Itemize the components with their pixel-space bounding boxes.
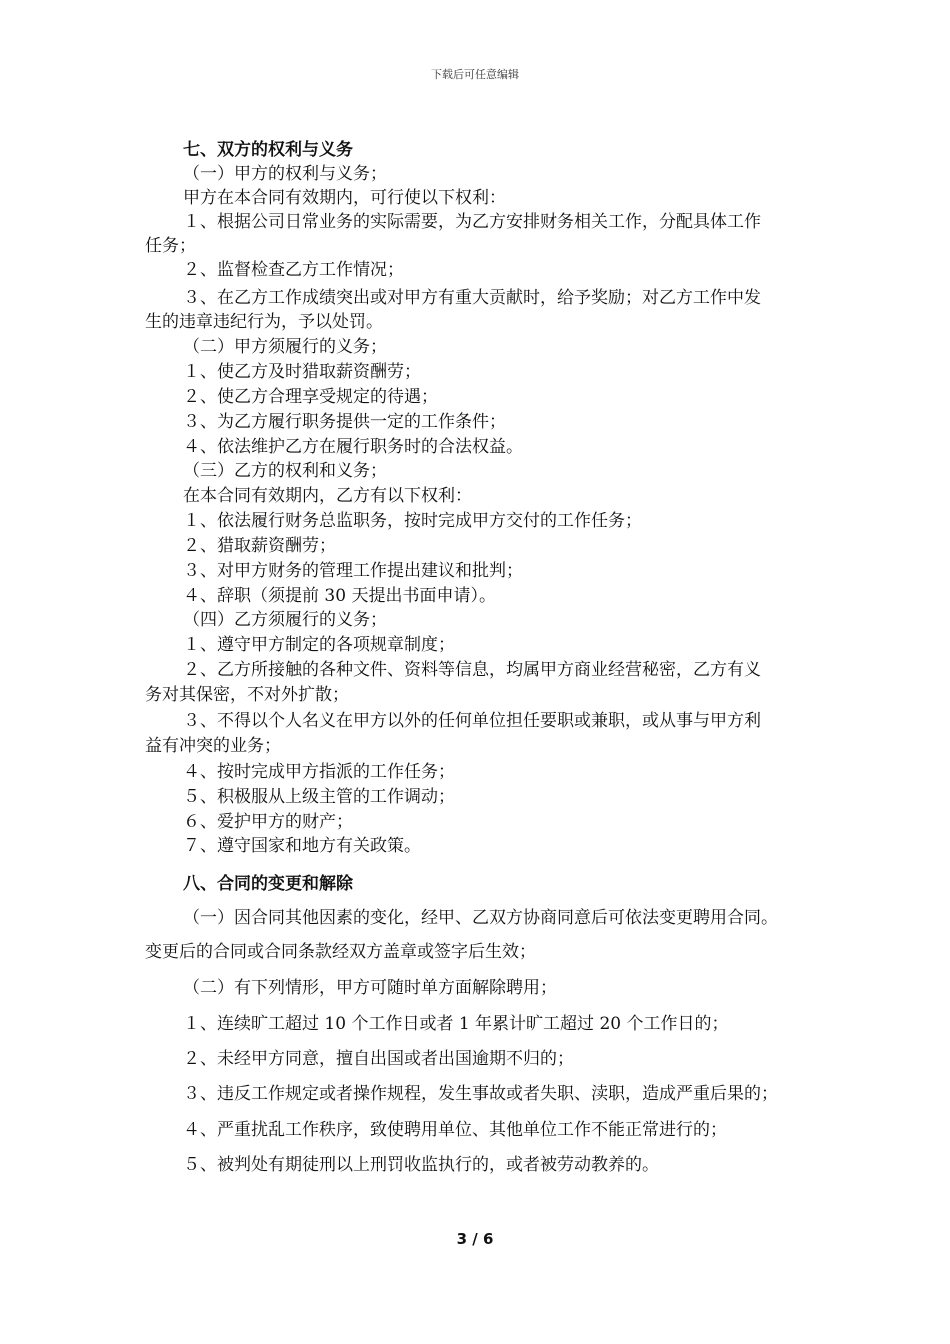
list-item: １、连续旷工超过 10 个工作日或者 1 年累计旷工超过 20 个工作日的；: [183, 1014, 729, 1034]
section-7-title: 七、双方的权利与义务: [183, 140, 353, 160]
list-item: １、根据公司日常业务的实际需要，为乙方安排财务相关工作，分配具体工作: [183, 212, 761, 232]
list-item-continuation: 生的违章违纪行为，予以处罚。: [145, 312, 383, 332]
page-number: 3 / 6: [456, 1230, 494, 1248]
list-item: ４、按时完成甲方指派的工作任务；: [183, 762, 455, 782]
list-item: ４、依法维护乙方在履行职务时的合法权益。: [183, 437, 523, 457]
page-header: 下载后可任意编辑: [431, 68, 519, 81]
list-item-continuation: 益有冲突的业务；: [145, 736, 281, 756]
list-item: １、使乙方及时猎取薪资酬劳；: [183, 362, 421, 382]
list-item: ６、爱护甲方的财产；: [183, 812, 353, 832]
paragraph-continuation: 变更后的合同或合同条款经双方盖章或签字后生效；: [145, 942, 536, 962]
list-item: １、遵守甲方制定的各项规章制度；: [183, 635, 455, 655]
list-item: ２、乙方所接触的各种文件、资料等信息，均属甲方商业经营秘密，乙方有义: [183, 660, 761, 680]
list-item: ３、违反工作规定或者操作规程，发生事故或者失职、渎职，造成严重后果的；: [183, 1084, 778, 1104]
section-8-title: 八、合同的变更和解除: [183, 874, 353, 894]
list-item: ４、辞职（须提前 30 天提出书面申请）。: [183, 586, 496, 606]
list-item: ５、被判处有期徒刑以上刑罚收监执行的，或者被劳动教养的。: [183, 1155, 659, 1175]
list-item: ４、严重扰乱工作秩序，致使聘用单位、其他单位工作不能正常进行的；: [183, 1120, 727, 1140]
list-item-continuation: 务对其保密，不对外扩散；: [145, 685, 349, 705]
subsection-3-title: （三）乙方的权利和义务；: [183, 461, 387, 481]
list-item: ３、不得以个人名义在甲方以外的任何单位担任要职或兼职，或从事与甲方利: [183, 711, 761, 731]
list-item: ２、未经甲方同意，擅自出国或者出国逾期不归的；: [183, 1049, 574, 1069]
list-item: ２、监督检查乙方工作情况；: [183, 260, 404, 280]
list-item: ３、对甲方财务的管理工作提出建议和批判；: [183, 561, 523, 581]
list-item: ３、在乙方工作成绩突出或对甲方有重大贡献时，给予奖励；对乙方工作中发: [183, 288, 761, 308]
paragraph: （一）因合同其他因素的变化，经甲、乙双方协商同意后可依法变更聘用合同。: [183, 908, 778, 928]
list-item: １、依法履行财务总监职务，按时完成甲方交付的工作任务；: [183, 511, 642, 531]
list-item-continuation: 任务；: [145, 236, 196, 256]
paragraph: （二）有下列情形，甲方可随时单方面解除聘用；: [183, 978, 557, 998]
paragraph: 在本合同有效期内，乙方有以下权利：: [183, 486, 472, 506]
list-item: ２、猎取薪资酬劳；: [183, 536, 336, 556]
subsection-2-title: （二）甲方须履行的义务；: [183, 337, 387, 357]
list-item: ３、为乙方履行职务提供一定的工作条件；: [183, 412, 506, 432]
list-item: ７、遵守国家和地方有关政策。: [183, 836, 421, 856]
subsection-4-title: （四）乙方须履行的义务；: [183, 610, 387, 630]
subsection-1-title: （一）甲方的权利与义务；: [183, 164, 387, 184]
list-item: ５、积极服从上级主管的工作调动；: [183, 787, 455, 807]
list-item: ２、使乙方合理享受规定的待遇；: [183, 387, 438, 407]
paragraph: 甲方在本合同有效期内，可行使以下权利：: [183, 188, 506, 208]
